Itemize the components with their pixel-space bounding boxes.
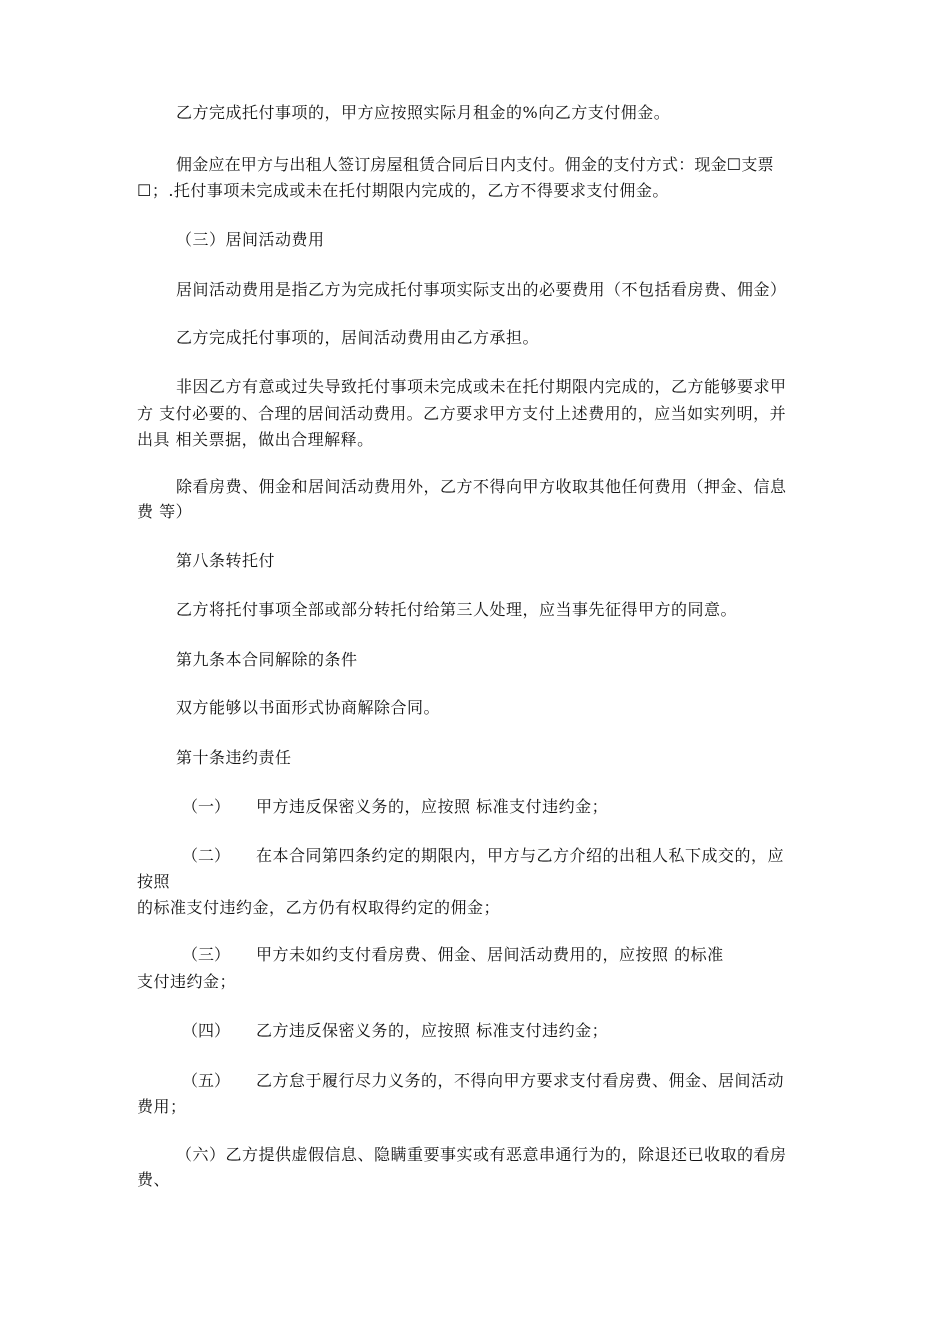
paragraph-commission-payment-line2: ☐；.托付事项未完成或未在托付期限内完成的，乙方不得要求支付佣金。 xyxy=(137,181,669,200)
article-10-title: 第十条违约责任 xyxy=(176,748,292,767)
item-6-line2: 费、 xyxy=(137,1170,171,1189)
paragraph-no-other-fees-line2: 费 等） xyxy=(137,502,193,521)
paragraph-no-other-fees-line1: 除看房费、佣金和居间活动费用外，乙方不得向甲方收取其他任何费用（押金、信息 xyxy=(176,477,787,496)
item-2-line2: 按照 xyxy=(137,872,171,891)
item-3-line2: 支付违约金； xyxy=(137,972,237,991)
item-5-text: 乙方怠于履行尽力义务的，不得向甲方要求支付看房费、佣金、居间活动 xyxy=(256,1071,785,1090)
item-5-number: （五） xyxy=(182,1071,231,1090)
article-9-body: 双方能够以书面形式协商解除合同。 xyxy=(176,698,441,717)
article-8-body: 乙方将托付事项全部或部分转托付给第三人处理，应当事先征得甲方的同意。 xyxy=(176,600,738,619)
item-1-number: （一） xyxy=(182,797,231,816)
article-8-title: 第八条转托付 xyxy=(176,551,276,570)
paragraph-costs-reimbursement-line1: 非因乙方有意或过失导致托付事项未完成或未在托付期限内完成的，乙方能够要求甲 xyxy=(176,377,787,396)
item-3-text: 甲方未如约支付看房费、佣金、居间活动费用的，应按照 的标准 xyxy=(256,945,724,964)
item-6-line1: （六）乙方提供虚假信息、隐瞒重要事实或有恶意串通行为的，除退还已收取的看房 xyxy=(176,1145,787,1164)
paragraph-commission-payment-line1: 佣金应在甲方与出租人签订房屋租赁合同后日内支付。佣金的支付方式：现金☐支票 xyxy=(176,155,774,174)
item-2-text: 在本合同第四条约定的期限内，甲方与乙方介绍的出租人私下成交的，应 xyxy=(256,846,785,865)
paragraph-costs-definition: 居间活动费用是指乙方为完成托付事项实际支出的必要费用（不包括看房费、佣金） xyxy=(176,280,787,299)
item-4-number: （四） xyxy=(182,1021,231,1040)
item-2-line3: 的标准支付违约金，乙方仍有权取得约定的佣金； xyxy=(137,898,501,917)
item-3-number: （三） xyxy=(182,945,231,964)
paragraph-costs-reimbursement-line3: 出具 相关票据，做出合理解释。 xyxy=(137,430,374,449)
item-1-text: 甲方违反保密义务的，应按照 标准支付违约金； xyxy=(256,797,609,816)
section-heading-intermediary-costs: （三）居间活动费用 xyxy=(176,230,325,249)
item-5-line2: 费用； xyxy=(137,1097,187,1116)
article-9-title: 第九条本合同解除的条件 xyxy=(176,650,358,669)
paragraph-costs-borne: 乙方完成托付事项的，居间活动费用由乙方承担。 xyxy=(176,328,540,347)
item-2-number: （二） xyxy=(182,846,231,865)
paragraph-commission-rate: 乙方完成托付事项的，甲方应按照实际月租金的%向乙方支付佣金。 xyxy=(176,103,671,122)
item-4-text: 乙方违反保密义务的，应按照 标准支付违约金； xyxy=(256,1021,609,1040)
paragraph-costs-reimbursement-line2: 方 支付必要的、合理的居间活动费用。乙方要求甲方支付上述费用的，应当如实列明，并 xyxy=(137,404,787,423)
